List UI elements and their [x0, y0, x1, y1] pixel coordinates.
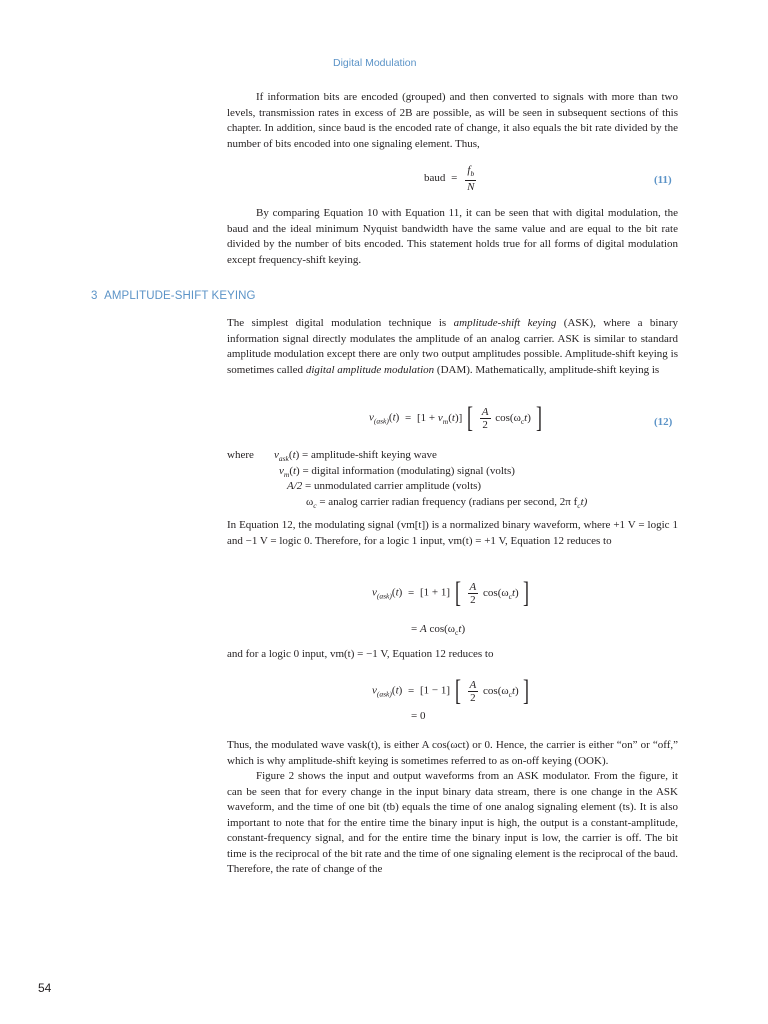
definition-row: $\omega_c = analog$ carrier radian frequency (radians per second, 2π $f_ct$) [306, 495, 588, 510]
paragraph-ask-intro: The simplest digital modulation technique is amplitude-shift keying (ASK), where a binary information signal directly modulates the amplitude of an analog carrier. ASK is similar to standard amplitude modulation except there are only two output amplitudes possible. Amplitude-shift keying is sometimes called digital amplitude modulation (DAM). Mathematically, amplitude-shift keying is [227, 317, 678, 376]
page-number: 54 [38, 981, 52, 995]
eq11-lhs: baud [424, 172, 446, 185]
equation-logic-1: $v_{(ask)}(t) = [1 + 1]$ [ $\frac{A}{2}$ $\cos(\omega_ct)$ ] [372, 576, 530, 609]
paragraph-figure2: Figure 2 shows the input and output waveforms from an ASK modulator. From the figure, it can be seen that for every change in the input binary data stream, there is one change in the ASK waveform, and the time of one bit (tb) equals the time of one analog signaling element (ts). It is also important to note that for the entire time the binary input is high, the output is a constant-amplitude, constant-frequency signal, and for the entire time the binary input is low, the carrier is off. The bit time is the reciprocal of the bit rate and the time of one signaling element is the reciprocal of the baud. Therefore, the rate of change of the [227, 770, 678, 875]
where-label: where [227, 449, 254, 461]
definition-row: $v_m(t)$ = digital information (modulating) signal (volts) [279, 464, 515, 479]
equation-12-number: (12) [654, 416, 673, 428]
running-head: Digital Modulation [333, 57, 417, 69]
equation-11: baud = $\frac{f_b}{N}$ [424, 164, 475, 194]
eq11-fraction: $\frac{f_b}{N}$ [467, 164, 475, 194]
definition-row: $v_{ask}(t)$ = amplitude-shift keying wave [274, 449, 437, 464]
paragraph-logic1: In Equation 12, the modulating signal (vm[t]) is a normalized binary waveform, where +1 V = logic 1 and −1 V = logic 0. Therefore, for a logic 1 input, vm(t) = +1 V, Equation 12 reduces to [227, 519, 678, 547]
equation-logic-0-result: = 0 [411, 710, 426, 722]
equation-11-number: (11) [654, 174, 672, 186]
equation-12: $v_{(ask)}(t) = [1 + v_m(t)]$ [ $\frac{A}{2}$ $\cos(\omega_ct)$ ] [369, 401, 542, 434]
paragraph-bit-encoding: If information bits are encoded (grouped) and then converted to signals with more than two levels, transmission rates in excess of 2B are possible, as will be seen in subsequent sections of this chapter. In addition, since baud is the encoded rate of change, it also equals the bit rate divided by the number of bits encoded into one signaling element. Thus, [227, 91, 678, 150]
paragraph-ook: Thus, the modulated wave vask(t), is either A cos(ωct) or 0. Hence, the carrier is either “on” or “off,” which is why amplitude-shift keying is sometimes referred to as on-off keying (OOK). [227, 739, 678, 767]
equation-logic-0: $v_{(ask)}(t) = [1 - 1]$ [ $\frac{A}{2}$ $\cos(\omega_ct)$ ] [372, 674, 530, 707]
definition-row: A/2 = unmodulated carrier amplitude (volts) [287, 480, 482, 492]
section-heading: 3 AMPLITUDE-SHIFT KEYING [91, 290, 256, 302]
paragraph-logic0: and for a logic 0 input, vm(t) = −1 V, Equation 12 reduces to [227, 648, 494, 660]
paragraph-nyquist-comparison: By comparing Equation 10 with Equation 11, it can be seen that with digital modulation, the baud and the ideal minimum Nyquist bandwidth have the same value and are equal to the bit rate divided by the number of bits encoded. This statement holds true for all forms of digital modulation except frequency-shift keying. [227, 207, 678, 266]
equation-logic-1-result: = A $\cos(\omega_ct)$ [411, 623, 466, 638]
